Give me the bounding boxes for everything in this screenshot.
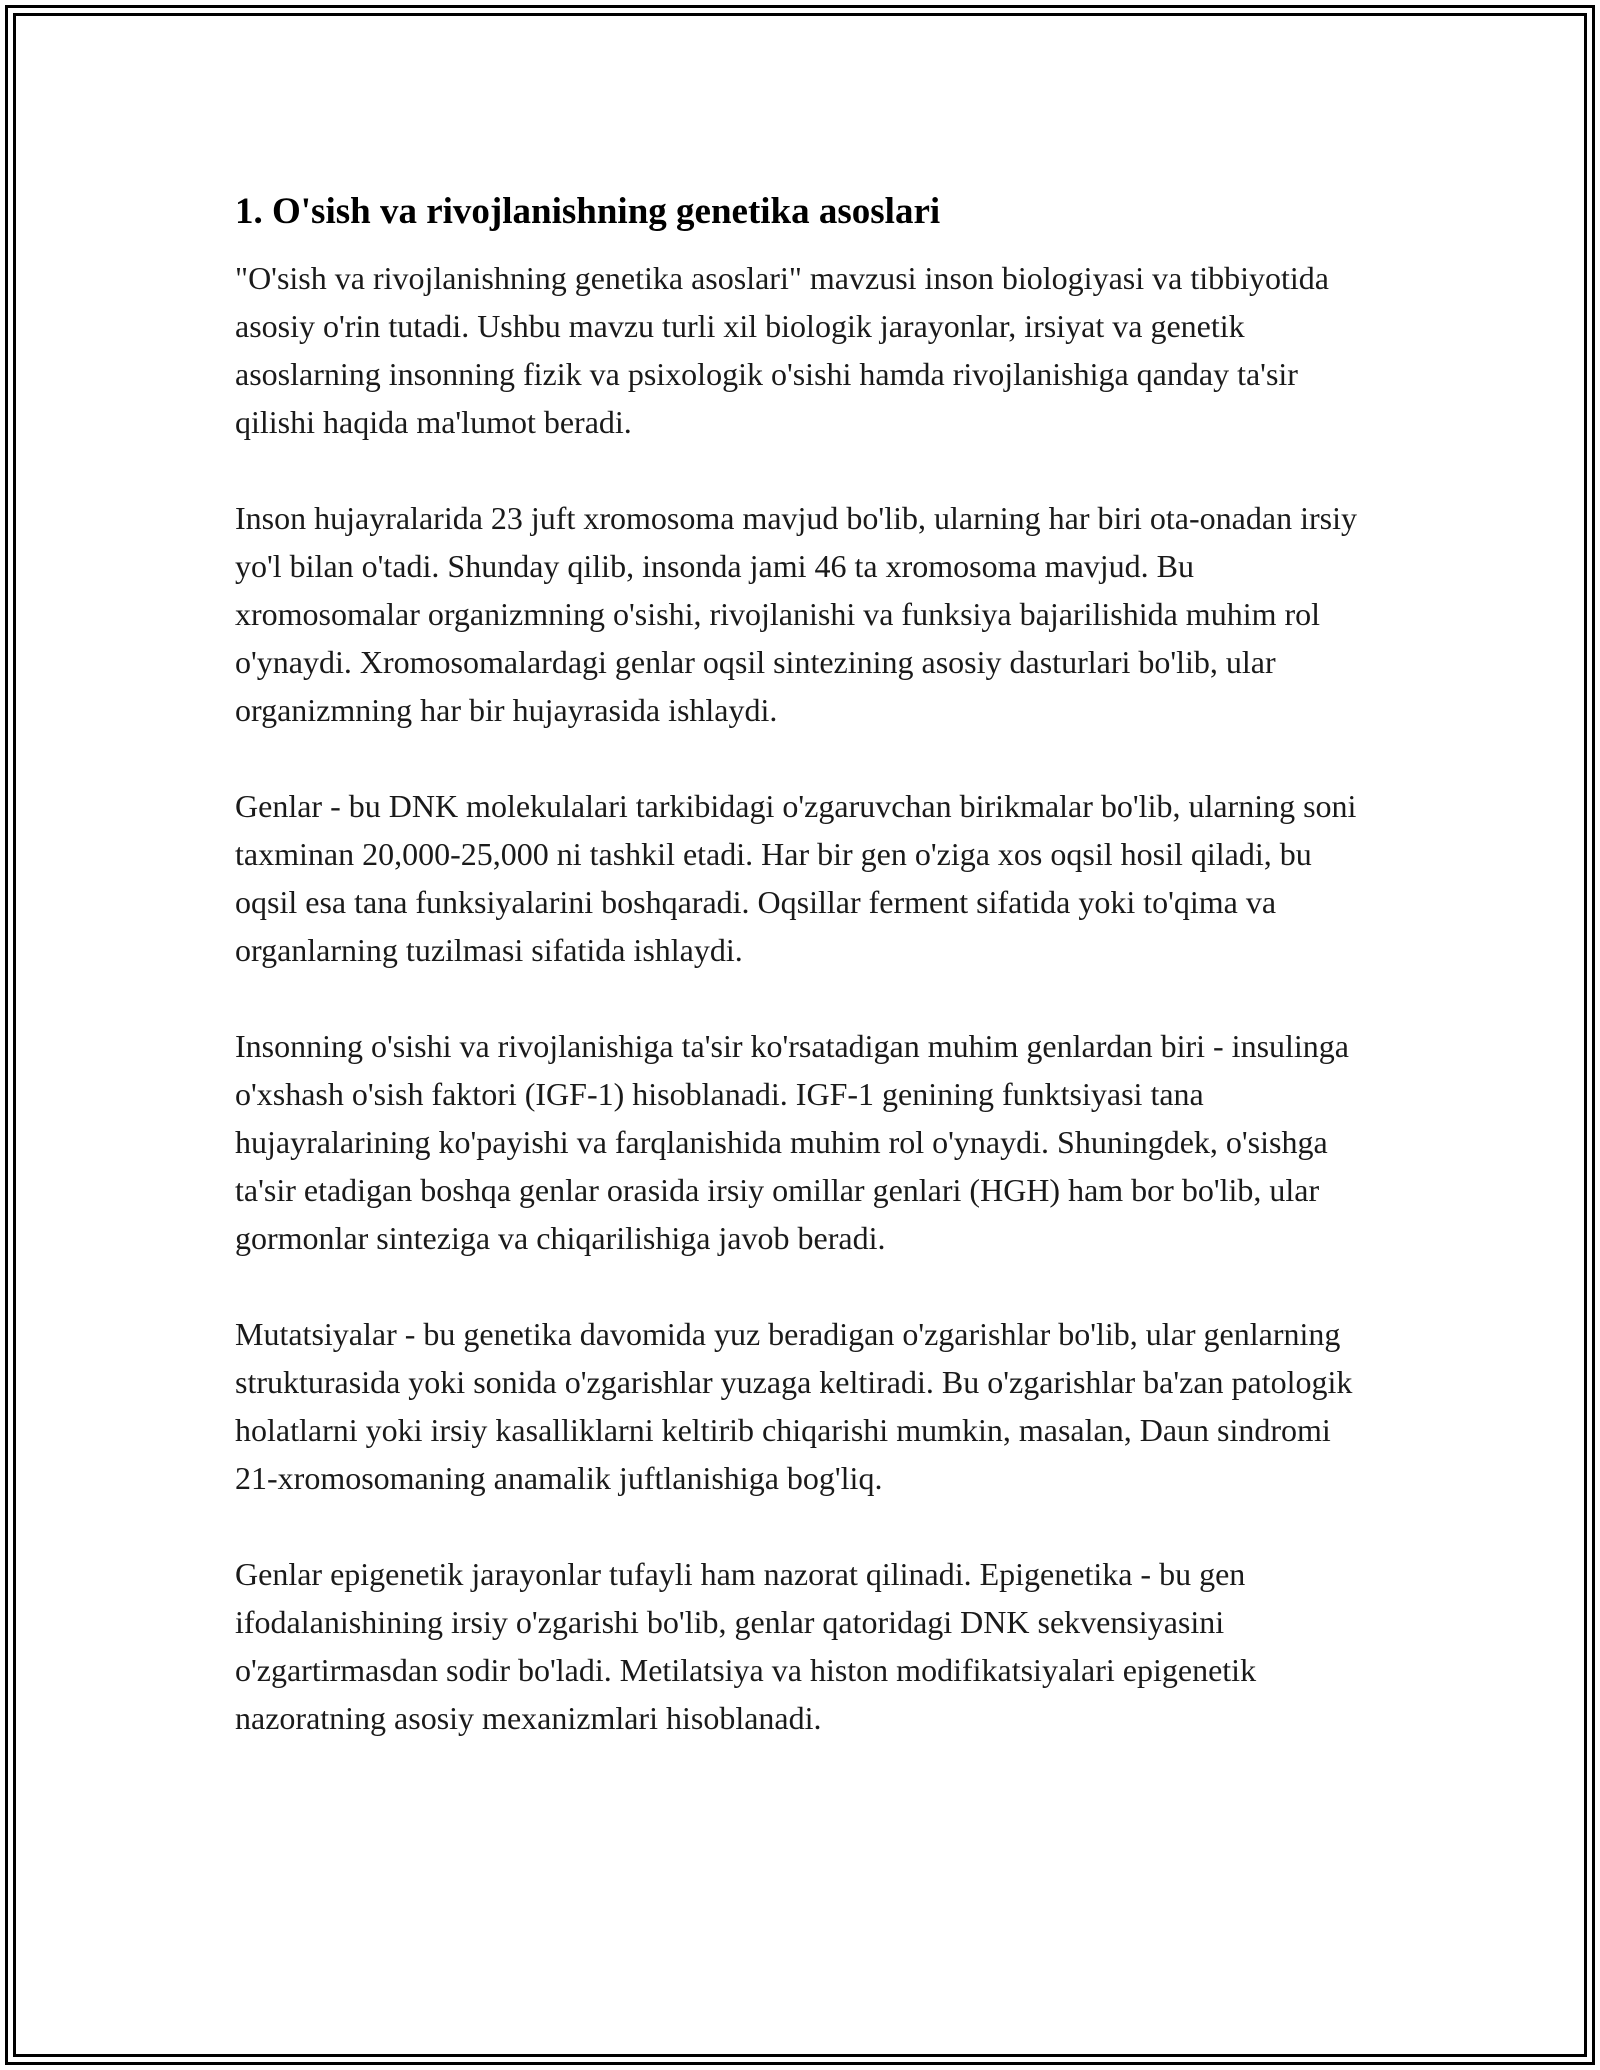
paragraph-intro: "O'sish va rivojlanishning genetika asoslari" mavzusi inson biologiyasi va tibbiyotida asosiy o'rin tutadi. Ushbu mavzu turli xil biologik jarayonlar, irsiyat va genetik asoslarning insonning fizik va psixologik o'sishi hamda rivojlanishiga qanday ta'sir qilishi haqida ma'lumot beradi.: [235, 260, 1329, 440]
paragraph-igf1: Insonning o'sishi va rivojlanishiga ta'sir ko'rsatadigan muhim genlardan biri - insulinga o'xshash o'sish faktori (IGF-1) hisoblanadi. IGF-1 genining funktsiyasi tana hujayralarining ko'payishi va farqlanishida muhim rol o'ynaydi. Shuningdek, o'sishga ta'sir etadigan boshqa genlar orasida irsiy omillar genlari (HGH) ham bor bo'lib, ular gormonlar sinteziga va chiqarilishiga javob beradi.: [235, 1028, 1349, 1256]
paragraph-chromosomes: Inson hujayralarida 23 juft xromosoma mavjud bo'lib, ularning har biri ota-onadan irsiy yo'l bilan o'tadi. Shunday qilib, insonda jami 46 ta xromosoma mavjud. Bu xromosomalar organizmning o'sishi, rivojlanishi va funksiya bajarilishida muhim rol o'ynaydi. Xromosomalardagi genlar oqsil sintezining asosiy dasturlari bo'lib, ular organizmning har bir hujayrasida ishlaydi.: [235, 500, 1357, 728]
paragraph-genes: Genlar - bu DNK molekulalari tarkibidagi o'zgaruvchan birikmalar bo'lib, ularning soni taxminan 20,000-25,000 ni tashkil etadi. Har bir gen o'ziga xos oqsil hosil qiladi, bu oqsil esa tana funksiyalarini boshqaradi. Oqsillar ferment sifatida yoki to'qima va organlarning tuzilmasi sifatida ishlaydi.: [235, 788, 1357, 968]
paragraph-mutations: Mutatsiyalar - bu genetika davomida yuz beradigan o'zgarishlar bo'lib, ular genlarning strukturasida yoki sonida o'zgarishlar yuzaga keltiradi. Bu o'zgarishlar ba'zan patologik holatlarni yoki irsiy kasalliklarni keltirib chiqarishi mumkin, masalan, Daun sindromi 21-xromosomaning anamalik juftlanishiga bog'liq.: [235, 1316, 1353, 1496]
section-heading: 1. O'sish va rivojlanishning genetika asoslari: [235, 191, 941, 232]
paragraph-epigenetics: Genlar epigenetik jarayonlar tufayli ham nazorat qilinadi. Epigenetika - bu gen ifodalanishining irsiy o'zgarishi bo'lib, genlar qatoridagi DNK sekvensiyasini o'zgartirmasdan sodir bo'ladi. Metilatsiya va histon modifikatsiyalari epigenetik nazoratning asosiy mexanizmlari hisoblanadi.: [235, 1556, 1257, 1736]
document-body: [235, 180, 1375, 1742]
